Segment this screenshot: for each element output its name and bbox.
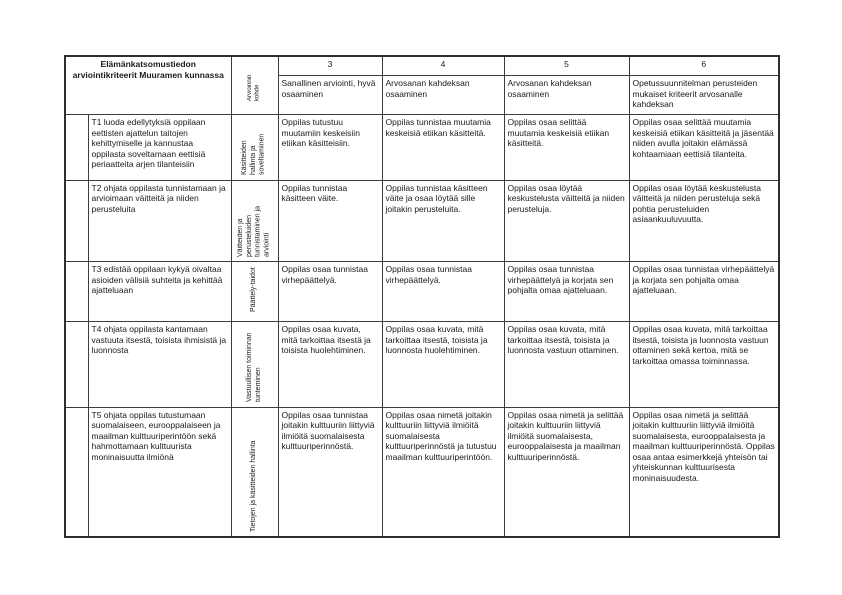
- grade-5-number: 5: [504, 56, 629, 76]
- assessment-target-label: Väitteiden ja perusteluiden tunnistaminen ja arviointi: [237, 205, 271, 257]
- grade-cell: Oppilas tutustuu muutamiin keskeisiin etiikan käsitteisiin.: [278, 115, 382, 181]
- grade-cell: Oppilas osaa kuvata, mitä tarkoittaa itsestä ja toisista huolehtiminen.: [278, 322, 382, 408]
- grade-cell: Oppilas osaa tunnistaa joitakin kulttuuriin liittyviä ilmiöitä suomalaisesta kulttuuriperinnöstä.: [278, 407, 382, 537]
- grade-cell: Oppilas tunnistaa käsitteen väite.: [278, 180, 382, 262]
- grade-3-number: 3: [278, 56, 382, 76]
- assessment-target-label: Vastuullisen toiminnan tunteminen: [245, 332, 262, 403]
- grade-5-description: Arvosanan kahdeksan osaaminen: [504, 76, 629, 115]
- grade-cell: Oppilas osaa tunnistaa virhepäättelyä.: [278, 262, 382, 322]
- criteria-row-t3: [65, 262, 779, 322]
- grade-cell: Oppilas osaa selittää muutamia keskeisiä etiikan käsitteitä.: [504, 115, 629, 181]
- objective-cell: T4 ohjata oppilasta kantamaan vastuuta itsestä, toisista ihmisistä ja luonnosta: [88, 322, 231, 408]
- row-spacer-cell: [65, 262, 88, 322]
- assessment-target-label: Käsitteiden hallinta ja soveltaminen: [241, 133, 266, 175]
- grade-cell: Oppilas osaa nimetä ja selittää joitakin kulttuuriin liittyviä ilmiöitä suomalaisesta, eurooppalaisesta ja maailman kulttuuriperinnöstä. Oppilas osaa antaa esimerkkejä yhteisön tai yhteiskunnan kulttuurisesta moninaisuudesta.: [629, 407, 779, 537]
- assessment-target-header-label: Arvioinnin kohde: [247, 74, 261, 101]
- grade-number-row: [65, 56, 779, 76]
- grade-cell: Oppilas osaa kuvata, mitä tarkoittaa itsestä, toisista ja luonnosta huolehtiminen.: [382, 322, 504, 408]
- assessment-target-cell: [231, 115, 278, 181]
- grade-cell: Oppilas tunnistaa käsitteen väite ja osaa löytää sille joitakin perusteluita.: [382, 180, 504, 262]
- grade-cell: Oppilas osaa tunnistaa virhepäättelyä ja korjata sen pohjalta omaa ajatteluaan.: [504, 262, 629, 322]
- grade-6-number: 6: [629, 56, 779, 76]
- grade-4-description: Arvosanan kahdeksan osaaminen: [382, 76, 504, 115]
- row-spacer-cell: [65, 180, 88, 262]
- assessment-criteria-table: [64, 55, 780, 538]
- assessment-target-cell: [231, 407, 278, 537]
- grade-cell: Oppilas osaa selittää muutamia keskeisiä etiikan käsitteitä ja jäsentää niiden avulla joitakin elämässä kohtaamiaan eettisiä tilanteita.: [629, 115, 779, 181]
- objective-cell: T3 edistää oppilaan kykyä oivaltaa asioiden välisiä suhteita ja kehittää ajatteluaan: [88, 262, 231, 322]
- grade-cell: Oppilas osaa kuvata, mitä tarkoittaa itsestä, toisista ja luonnosta vastuun ottaminen sekä kertoa, mitä se tarkoittaa omassa toiminnassa.: [629, 322, 779, 408]
- criteria-row-t1: [65, 115, 779, 181]
- grade-cell: Oppilas osaa tunnistaa virhepäättelyä.: [382, 262, 504, 322]
- objective-cell: T1 luoda edellytyksiä oppilaan eettisten ajattelun taitojen kehittymiselle ja kannustaa oppilasta soveltamaan eettisiä periaatteita arjen tilanteisiin: [88, 115, 231, 181]
- objective-cell: T5 ohjata oppilas tutustumaan suomalaiseen, eurooppalaiseen ja maailman kulttuuriperintöön sekä hahmottamaan kulttuurista moninaisuutta ilmiönä: [88, 407, 231, 537]
- grade-3-description: Sanallinen arviointi, hyvä osaaminen: [278, 76, 382, 115]
- grade-cell: Oppilas osaa löytää keskustelusta väitteitä ja niiden perusteluja.: [504, 180, 629, 262]
- grade-cell: Oppilas osaa kuvata, mitä tarkoittaa itsestä, toisista ja luonnosta vastuun ottaminen.: [504, 322, 629, 408]
- assessment-target-label: Tietojen ja käsitteiden hallinta: [250, 440, 258, 532]
- criteria-row-t4: [65, 322, 779, 408]
- grade-cell: Oppilas osaa tunnistaa virhepäättelyä ja korjata sen pohjalta omaa ajatteluaan.: [629, 262, 779, 322]
- grade-4-number: 4: [382, 56, 504, 76]
- objective-cell: T2 ohjata oppilasta tunnistamaan ja arvioimaan väitteitä ja niiden perusteluita: [88, 180, 231, 262]
- row-spacer-cell: [65, 407, 88, 537]
- assessment-target-cell: [231, 322, 278, 408]
- assessment-target-cell: [231, 262, 278, 322]
- grade-cell: Oppilas tunnistaa muutamia keskeisiä etiikan käsitteitä.: [382, 115, 504, 181]
- row-spacer-cell: [65, 322, 88, 408]
- grade-6-description: Opetussuunnitelman perusteiden mukaiset kriteerit arvosanalle kahdeksan: [629, 76, 779, 115]
- assessment-target-cell: [231, 180, 278, 262]
- row-spacer-cell: [65, 115, 88, 181]
- assessment-target-label: Päättely-taidot: [250, 267, 258, 313]
- criteria-row-t2: [65, 180, 779, 262]
- criteria-row-t5: [65, 407, 779, 537]
- assessment-target-header-cell: [231, 56, 278, 115]
- table-title: Elämänkatsomustiedon arviointikriteerit Muuramen kunnassa: [65, 56, 231, 115]
- grade-cell: Oppilas osaa nimetä ja selittää joitakin kulttuuriin liittyviä ilmiöitä suomalaisesta, eurooppalaisesta ja maailman kulttuuriperinnöstä.: [504, 407, 629, 537]
- grade-cell: Oppilas osaa nimetä joitakin kulttuuriin liittyviä ilmiöitä suomalaisesta kulttuuriperinnöstä ja tutustuu maailman kulttuuriperintöön.: [382, 407, 504, 537]
- grade-cell: Oppilas osaa löytää keskustelusta väitteitä ja niiden perusteluja sekä pohtia perusteluiden asiaankuuluvuutta.: [629, 180, 779, 262]
